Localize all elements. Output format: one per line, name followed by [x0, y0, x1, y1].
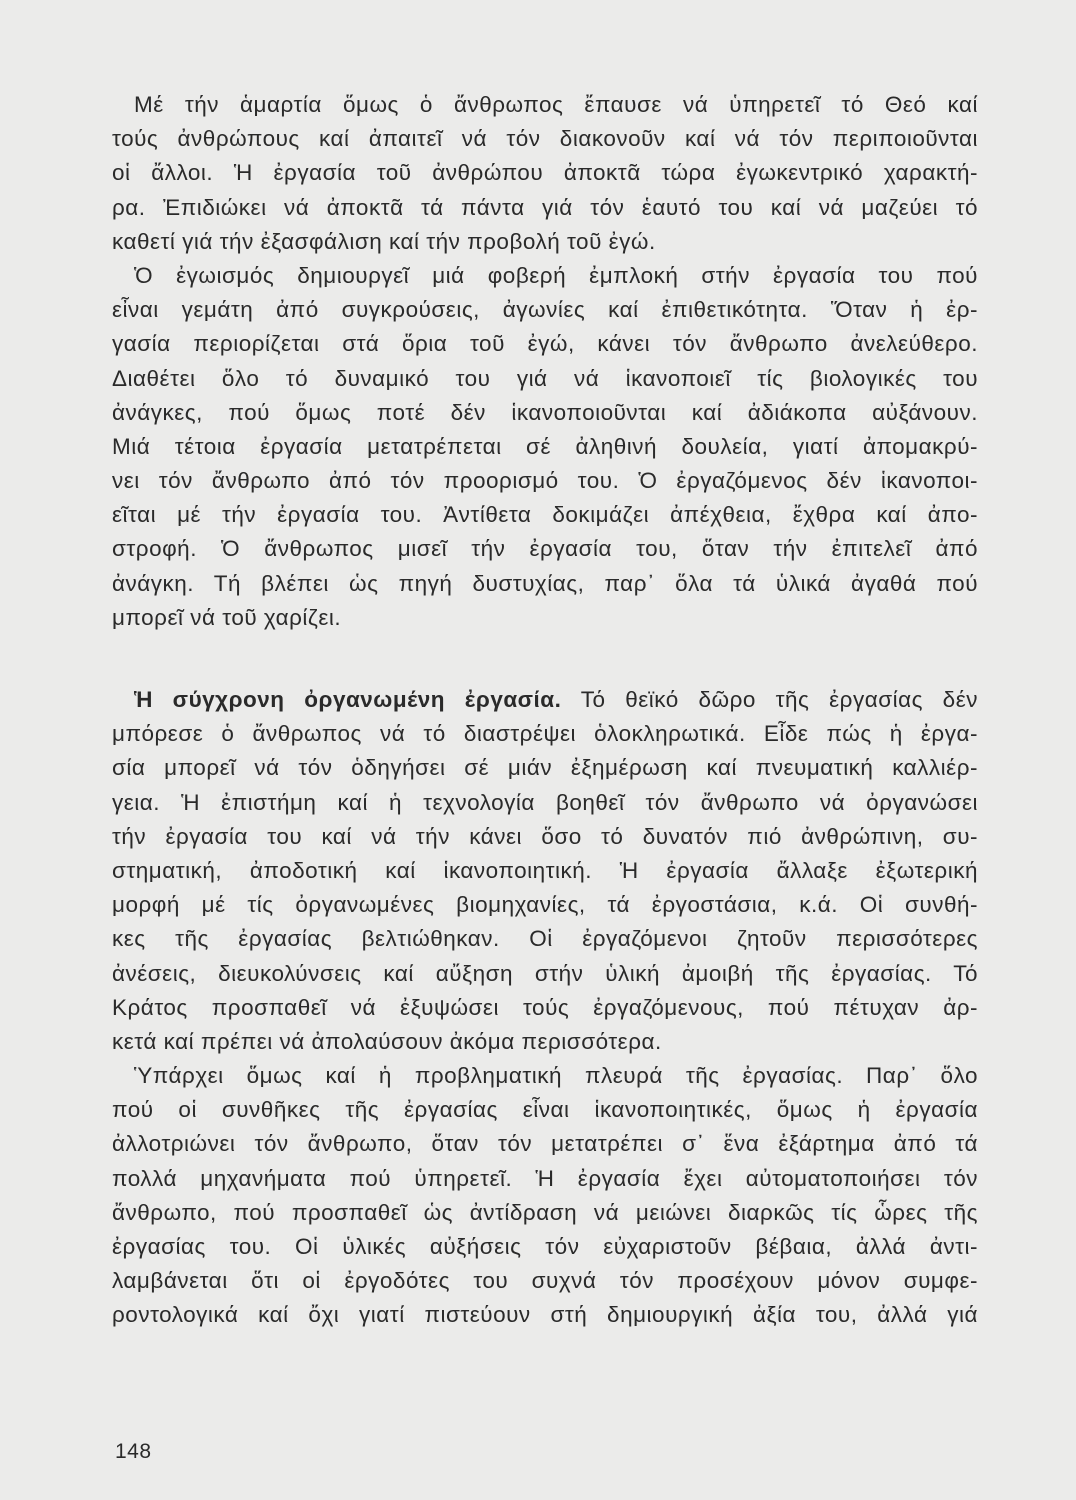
text-line: λαμβάνεται ὅτι οἱ ἐργοδότες του συχνά τόν προσέχουν μόνον συμφε- — [112, 1268, 978, 1294]
section-heading: Ἡ σύγχρονη ὀργανωμένη ἐργασία. — [134, 687, 562, 712]
text-line: Διαθέτει ὅλο τό δυναμικό του γιά νά ἱκανοποιεῖ τίς βιολογικές του — [112, 365, 978, 391]
text-line: ἀλλοτριώνει τόν ἄνθρωπο, ὅταν τόν μετατρέπει σ᾿ ἕνα ἐξάρτημα ἀπό τά — [112, 1131, 978, 1157]
text-line: Μιά τέτοια ἐργασία μετατρέπεται σέ ἀληθινή δουλεία, γιατί ἀπομακρύ- — [112, 433, 978, 459]
text-line: Ὑπάρχει ὅμως καί ἡ προβληματική πλευρά τῆς ἐργασίας. Παρ᾿ ὅλο — [134, 1063, 978, 1089]
text-line: ἀνάγκες, πού ὅμως ποτέ δέν ἱκανοποιοῦνται καί ἀδιάκοπα αὐξάνουν. — [112, 399, 978, 425]
text-line: πολλά μηχανήματα πού ὑπηρετεῖ. Ἡ ἐργασία ἔχει αὐτοματοποιήσει τόν — [112, 1165, 978, 1191]
text-line: Κράτος προσπαθεῖ νά ἐξυψώσει τούς ἐργαζόμενους, πού πέτυχαν ἀρ- — [112, 994, 978, 1020]
text-line: σία μπορεῖ νά τόν ὁδηγήσει σέ μιάν ἐξημέρωση καί πνευματική καλλιέρ- — [112, 755, 978, 781]
section-first-line — [112, 683, 978, 717]
text-line: εἶναι γεμάτη ἀπό συγκρούσεις, ἀγωνίες καί ἐπιθετικότητα. Ὅταν ἡ ἐρ- — [112, 297, 978, 323]
page-number: 148 — [115, 1440, 152, 1463]
text-line: τήν ἐργασία του καί νά τήν κάνει ὅσο τό δυνατόν πιό ἀνθρώπινη, συ- — [112, 823, 978, 849]
text-line: στηματική, ἀποδοτική καί ἱκανοποιητική. Ἡ ἐργασία ἄλλαξε ἐξωτερική — [112, 857, 978, 883]
paragraph-3 — [112, 683, 978, 1059]
paragraph-4 — [112, 1059, 978, 1333]
text-line: μπορεῖ νά τοῦ χαρίζει. — [112, 604, 342, 630]
text-line: κετά καί πρέπει νά ἀπολαύσουν ἀκόμα περισσότερα. — [112, 1028, 662, 1054]
text-line: γεια. Ἡ ἐπιστήμη καί ἡ τεχνολογία βοηθεῖ τόν ἄνθρωπο νά ὀργανώσει — [112, 789, 978, 815]
text-line: νει τόν ἄνθρωπο ἀπό τόν προορισμό του. Ὁ ἐργαζόμενος δέν ἱκανοποι- — [112, 468, 978, 494]
page-body — [112, 88, 978, 1333]
section-gap — [112, 635, 978, 683]
text-line: εῖται μέ τήν ἐργασία του. Ἀντίθετα δοκιμάζει ἀπέχθεια, ἔχθρα καί ἀπο- — [112, 502, 978, 528]
text-line: Μέ τήν ἁμαρτία ὅμως ὁ ἄνθρωπος ἔπαυσε νά ὑπηρετεῖ τό Θεό καί — [134, 92, 978, 117]
text-line: ρα. Ἐπιδιώκει νά ἀποκτᾶ τά πάντα γιά τόν ἑαυτό του καί νά μαζεύει τό — [112, 194, 978, 220]
text-line: τούς ἀνθρώπους καί ἀπαιτεῖ νά τόν διακονοῦν καί νά τόν περιποιοῦνται — [112, 126, 978, 152]
text-line: ἀνέσεις, διευκολύνσεις καί αὔξηση στήν ὑλική ἀμοιβή τῆς ἐργασίας. Τό — [112, 960, 978, 986]
section-first-line-rest: Τό θεϊκό δῶρο τῆς ἐργασίας δέν — [580, 687, 978, 712]
text-line: πού οἱ συνθῆκες τῆς ἐργασίας εἶναι ἱκανοποιητικές, ὅμως ἡ ἐργασία — [112, 1097, 978, 1123]
paragraph-1 — [112, 88, 978, 259]
text-line: γασία περιορίζεται στά ὅρια τοῦ ἐγώ, κάνει τόν ἄνθρωπο ἀνελεύθερο. — [112, 331, 978, 357]
paragraph-2 — [112, 259, 978, 635]
text-line: στροφή. Ὁ ἄνθρωπος μισεῖ τήν ἐργασία του, ὅταν τήν ἐπιτελεῖ ἀπό — [112, 536, 978, 562]
text-line: ροντολογικά καί ὄχι γιατί πιστεύουν στή δημιουργική ἀξία του, ἀλλά γιά — [112, 1302, 978, 1328]
text-line: ἀνάγκη. Τή βλέπει ὡς πηγή δυστυχίας, παρ᾿ ὅλα τά ὑλικά ἀγαθά πού — [112, 570, 978, 596]
text-line: καθετί γιά τήν ἐξασφάλιση καί τήν προβολή τοῦ ἐγώ. — [112, 228, 656, 254]
text-line: μπόρεσε ὁ ἄνθρωπος νά τό διαστρέψει ὁλοκληρωτικά. Εἶδε πώς ἡ ἐργα- — [112, 721, 978, 747]
text-line: ἐργασίας του. Οἱ ὑλικές αὐξήσεις τόν εὐχαριστοῦν βέβαια, ἀλλά ἀντι- — [112, 1234, 978, 1259]
text-line: μορφή μέ τίς ὀργανωμένες βιομηχανίες, τά ἐργοστάσια, κ.ά. Οἱ συνθή- — [112, 892, 978, 918]
text-line: Ὁ ἐγωισμός δημιουργεῖ μιά φοβερή ἐμπλοκή στήν ἐργασία του πού — [134, 262, 978, 288]
text-line: κες τῆς ἐργασίας βελτιώθηκαν. Οἱ ἐργαζόμενοι ζητοῦν περισσότερες — [112, 926, 978, 952]
text-line: ἄνθρωπο, πού προσπαθεῖ ὡς ἀντίδραση νά μειώνει διαρκῶς τίς ὧρες τῆς — [112, 1199, 978, 1225]
text-line: οἱ ἄλλοι. Ἡ ἐργασία τοῦ ἀνθρώπου ἀποκτᾶ τώρα ἐγωκεντρικό χαρακτή- — [112, 160, 978, 186]
